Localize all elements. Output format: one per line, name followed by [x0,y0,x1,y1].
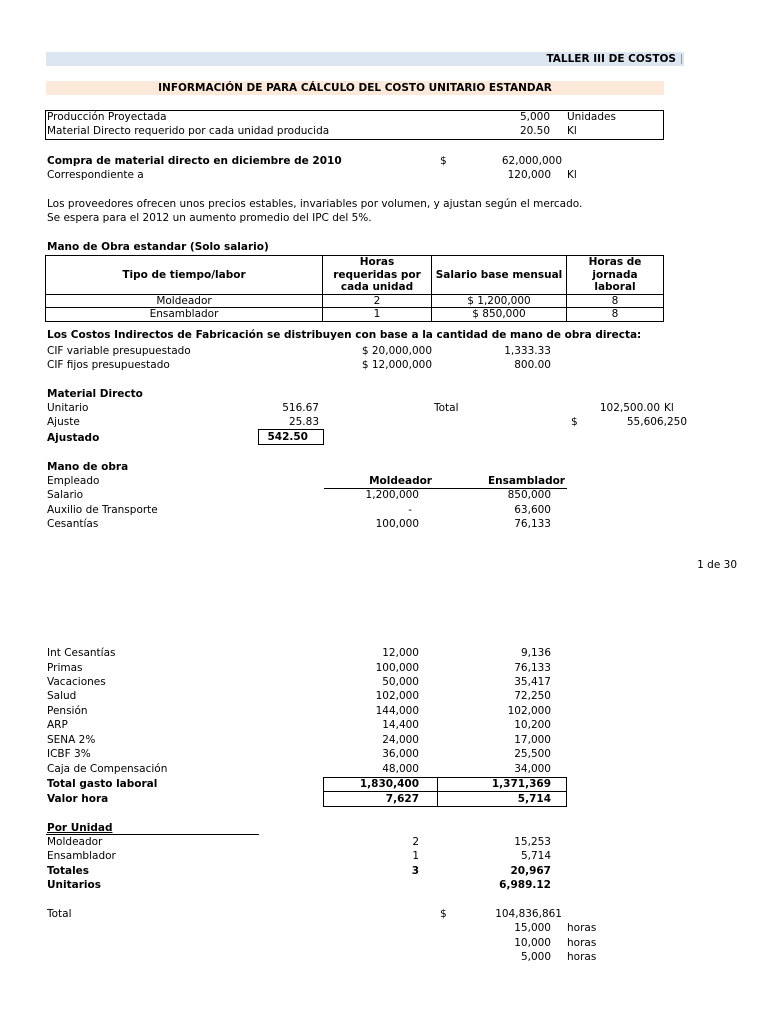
material-title: Material Directo [47,388,143,400]
mano-obra-title: Mano de obra [47,461,129,473]
produccion-value: 5,000 [519,111,550,123]
material-ajuste-total: 55,606,250 [626,416,687,428]
row-val: 15,253 [514,836,551,848]
cell: 1 [323,308,432,322]
row-qty: 2 [412,836,419,848]
row-val-2: 76,133 [514,662,551,674]
cell: 8 [567,308,664,322]
produccion-label: Producción Proyectada [47,111,167,123]
material-ajuste-cur: $ [571,416,578,428]
row-val-2: 25,500 [514,748,551,760]
header-horas-req: Horas requeridas por cada unidad [323,256,432,295]
row-val-1: 24,000 [382,734,419,746]
header-jornada: Horas de jornada laboral [567,256,664,295]
cell: 2 [323,294,432,308]
row-qty: 1 [412,850,419,862]
totals-divider-h [323,791,567,792]
row-label: Vacaciones [47,676,106,688]
info-title: INFORMACIÓN DE PARA CÁLCULO DEL COSTO UNITARIO ESTANDAR [158,82,552,94]
row-val-2: 35,417 [514,676,551,688]
row-label: Cesantías [47,518,99,530]
cell: 8 [567,294,664,308]
material-ajuste-val: 25.83 [288,416,319,428]
hours-value: 5,000 [520,951,551,963]
total-label: Total [47,908,72,920]
header-divider [681,54,682,64]
material-req-label: Material Directo requerido por cada unidad producida [47,125,330,137]
material-ajuste-label: Ajuste [47,416,80,428]
hours-unit: horas [567,937,597,949]
por-unidad-title: Por Unidad [47,822,113,834]
cell: $ 1,200,000 [432,294,567,308]
labor-standard-table [45,255,664,322]
material-total-unit: Kl [664,402,674,414]
row-label: ICBF 3% [47,748,91,760]
material-req-value: 20.50 [519,125,550,137]
row-label: Salud [47,690,77,702]
row-label: Moldeador [47,836,103,848]
cif-var-total: $ 20,000,000 [361,345,432,357]
row-val-2: 34,000 [514,763,551,775]
hours-value: 10,000 [514,937,551,949]
compra-value: 62,000,000 [501,155,562,167]
material-total-label: Total [434,402,459,414]
note-line-1: Los proveedores ofrecen unos precios estables, invariables por volumen, y ajustan según el mercado. [47,198,583,210]
page-number: 1 de 30 [697,559,737,571]
cif-fix-label: CIF fijos presupuestado [47,359,170,371]
header-salario: Salario base mensual [432,256,567,295]
total-value: 104,836,861 [495,908,562,920]
cif-fix-unit: 800.00 [514,359,551,371]
total-gasto-1: 1,830,400 [359,778,419,790]
cif-title: Los Costos Indirectos de Fabricación se distribuyen con base a la cantidad de mano de obra directa: [47,329,642,341]
material-unit-val: 516.67 [282,402,319,414]
compra-label: Compra de material directo en diciembre de 2010 [47,155,342,167]
mano-obra-std-title: Mano de Obra estandar (Solo salario) [47,241,269,253]
correspondiente-label: Correspondiente a [47,169,144,181]
row-label: SENA 2% [47,734,96,746]
row-val: 5,714 [520,850,551,862]
row-val-1: 12,000 [382,647,419,659]
hours-unit: horas [567,951,597,963]
row-val-2: 850,000 [507,489,551,501]
row-val-1: 102,000 [375,690,419,702]
empleado-label: Empleado [47,475,100,487]
row-val-2: 17,000 [514,734,551,746]
material-req-unit: Kl [567,125,577,137]
total-currency: $ [440,908,447,920]
totales-val: 20,967 [510,865,551,877]
material-ajustado-val: 542.50 [267,431,308,443]
row-val-2: 9,136 [520,647,551,659]
table-row [46,294,664,308]
produccion-unit: Unidades [567,111,616,123]
cif-var-unit: 1,333.33 [504,345,551,357]
row-label: Pensión [47,705,88,717]
row-label: Int Cesantías [47,647,116,659]
row-val-2: 72,250 [514,690,551,702]
cell: Moldeador [46,294,323,308]
row-val-2: 76,133 [514,518,551,530]
header-tipo: Tipo de tiempo/labor [46,256,323,295]
compra-currency: $ [440,155,447,167]
row-val-2: 10,200 [514,719,551,731]
cif-fix-total: $ 12,000,000 [361,359,432,371]
valor-hora-label: Valor hora [47,793,109,805]
hours-unit: horas [567,922,597,934]
totales-qty: 3 [411,865,419,877]
sheet-title: TALLER III DE COSTOS [546,53,676,65]
row-val-1: 48,000 [382,763,419,775]
row-val-1: 14,400 [382,719,419,731]
cif-var-label: CIF variable presupuestado [47,345,191,357]
correspondiente-value: 120,000 [507,169,551,181]
row-label: Caja de Compensación [47,763,168,775]
row-val-1: - [408,504,412,516]
cell: Ensamblador [46,308,323,322]
row-val-1: 144,000 [375,705,419,717]
unitarios-label: Unitarios [47,879,101,891]
material-unit-label: Unitario [47,402,89,414]
row-val-1: 1,200,000 [365,489,419,501]
row-val-1: 100,000 [375,662,419,674]
totals-divider-v [437,777,438,807]
table-header-row [46,256,664,295]
row-val-1: 36,000 [382,748,419,760]
row-val-1: 100,000 [375,518,419,530]
hours-value: 15,000 [514,922,551,934]
cell: $ 850,000 [432,308,567,322]
material-ajustado-label: Ajustado [47,432,100,444]
row-label: Salario [47,489,84,501]
correspondiente-unit: Kl [567,169,577,181]
total-gasto-label: Total gasto laboral [47,778,158,790]
row-label: Ensamblador [47,850,116,862]
row-label: Auxilio de Transporte [47,504,158,516]
total-gasto-2: 1,371,369 [491,778,551,790]
table-row [46,308,664,322]
col-moldeador: Moldeador [369,475,432,487]
totales-label: Totales [47,865,90,877]
row-label: ARP [47,719,68,731]
note-line-2: Se espera para el 2012 un aumento promedio del IPC del 5%. [47,212,372,224]
unitarios-val: 6,989.12 [499,879,551,891]
row-label: Primas [47,662,83,674]
row-val-2: 63,600 [514,504,551,516]
col-ensamblador: Ensamblador [487,475,565,487]
row-val-1: 50,000 [382,676,419,688]
valor-hora-1: 7,627 [385,793,419,805]
row-val-2: 102,000 [507,705,551,717]
por-unidad-underline [46,834,259,835]
material-total-val: 102,500.00 [599,402,660,414]
valor-hora-2: 5,714 [517,793,551,805]
